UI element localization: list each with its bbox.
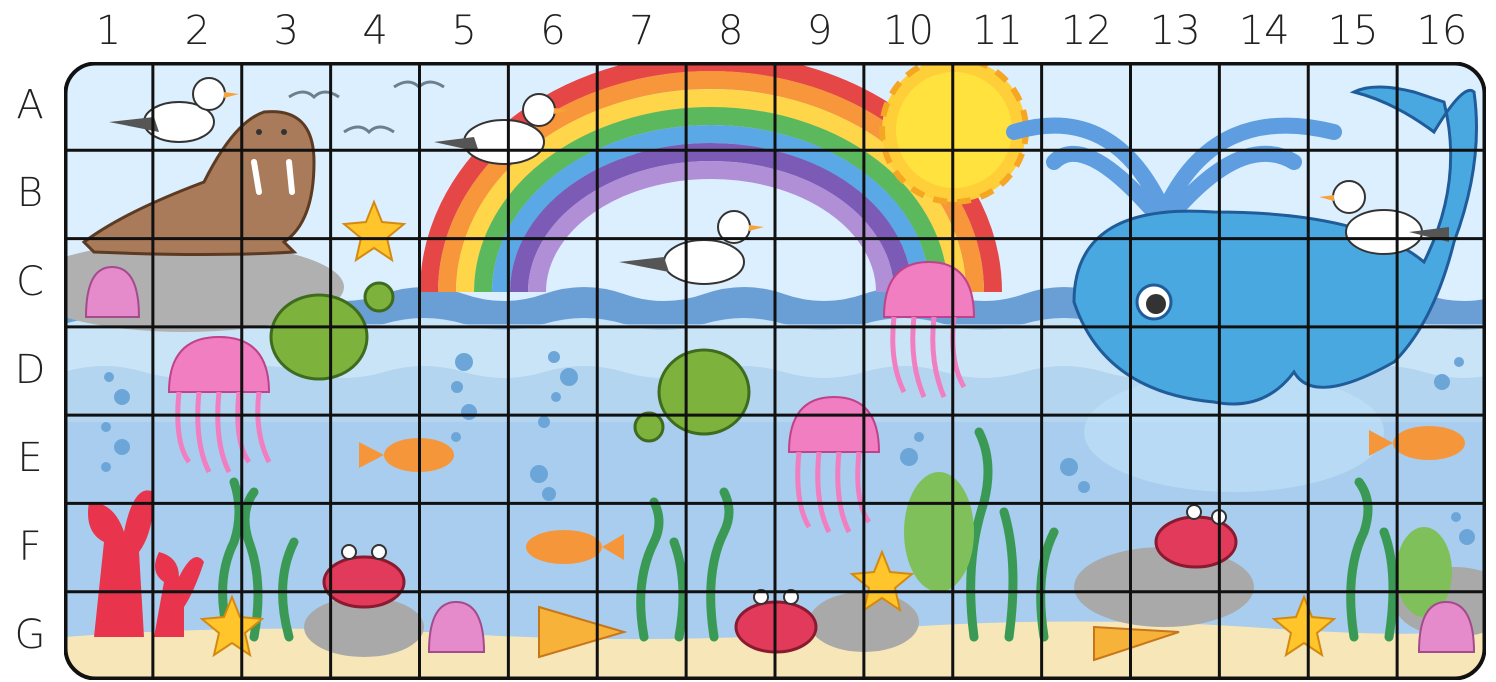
column-label: 12: [1060, 8, 1112, 54]
column-label: 10: [883, 8, 934, 54]
puzzle-board: [64, 62, 1486, 680]
column-label: 16: [1416, 8, 1468, 54]
column-label: 4: [362, 8, 388, 54]
column-label: 5: [451, 8, 477, 54]
column-label: 1: [95, 8, 122, 54]
row-label: B: [16, 170, 44, 217]
column-label: 7: [629, 8, 655, 54]
column-label: 13: [1149, 8, 1201, 54]
row-label: E: [17, 435, 43, 482]
row-label: C: [16, 258, 44, 305]
column-label: 6: [540, 8, 566, 54]
column-label: 14: [1238, 8, 1290, 54]
column-label: 9: [806, 8, 833, 54]
row-label: A: [16, 82, 44, 129]
column-label: 15: [1327, 8, 1379, 54]
column-label: 3: [273, 8, 299, 54]
column-label: 8: [718, 8, 744, 54]
row-label: G: [14, 611, 46, 658]
column-label: 11: [971, 8, 1023, 54]
row-label: F: [18, 523, 42, 570]
column-label: 2: [184, 8, 211, 54]
row-label: D: [14, 347, 46, 394]
